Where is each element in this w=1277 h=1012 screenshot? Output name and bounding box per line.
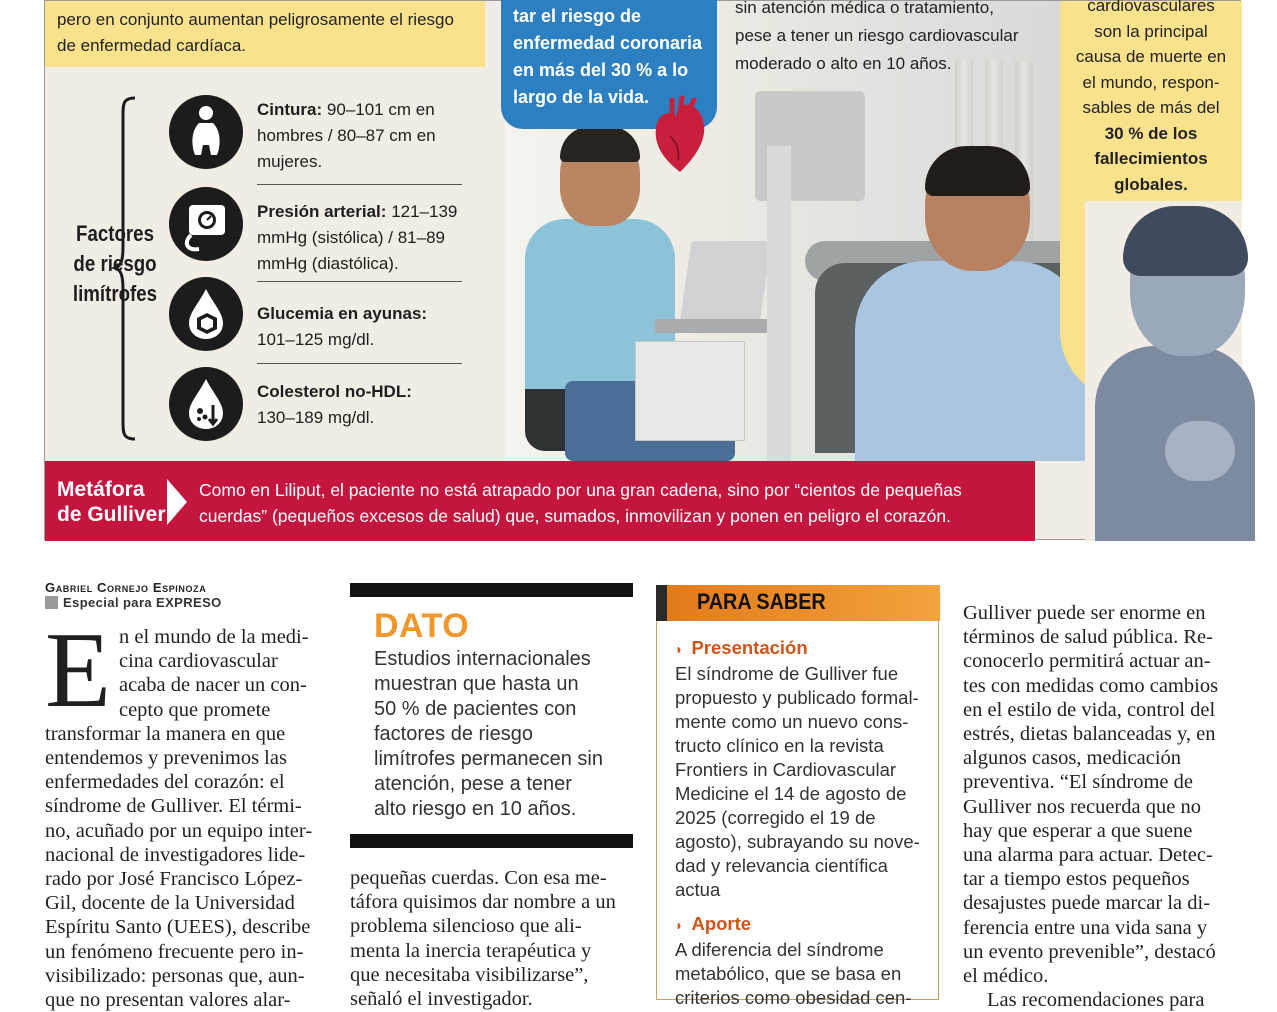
- byline-section: [45, 595, 222, 610]
- heading-text: Presentación: [691, 637, 808, 658]
- text-line: señaló el investigador.: [350, 988, 533, 1011]
- text-line: términos de salud pública. Re-: [963, 626, 1213, 649]
- dato-box: [350, 583, 633, 848]
- text-line: entendemos y prevenimos las: [45, 747, 287, 770]
- article-column-3: [963, 601, 1243, 1012]
- dato-line: Estudios internacionales: [374, 648, 591, 670]
- metaphor-label-line: Metáfora: [57, 478, 145, 501]
- intro-text: [57, 7, 477, 59]
- bullet-arrow-icon: ◗: [675, 641, 684, 657]
- text-line: Las recomendaciones para: [987, 989, 1205, 1012]
- text-line: dad y relevancia científica: [675, 855, 888, 876]
- text-line: acaba de nacer un con-: [118, 674, 307, 697]
- dato-bottom-rule: [350, 834, 633, 848]
- fact-line: el mundo, respon-: [1082, 72, 1220, 92]
- text-line: conocerlo permitirá actuar an-: [963, 650, 1211, 673]
- text-line: nacional de investigadores lide-: [45, 843, 306, 866]
- text-line: El síndrome de Gulliver fue: [675, 663, 899, 684]
- text-line: rado por José Francisco López-: [45, 868, 303, 891]
- para-saber-title: PARA SABER: [697, 589, 826, 614]
- top-text-line: moderado o alto en 10 años.: [735, 54, 952, 73]
- divider: [257, 281, 462, 282]
- risk-value: 90–101 cm en: [326, 100, 435, 119]
- article-column-1: [45, 611, 326, 1012]
- section-heading-aporte: [675, 913, 751, 935]
- top-text-line: pese a tener un riesgo cardiovascular: [735, 26, 1019, 45]
- risk-title-line: limítrofes: [72, 281, 158, 306]
- glucose-drop-icon: [169, 277, 243, 351]
- callout-line: en más del 30 % a lo: [513, 60, 689, 80]
- fact-bold-line: globales.: [1114, 174, 1188, 194]
- text-line: cepto que promete: [118, 698, 271, 721]
- risk-title-line: Factores: [76, 221, 154, 246]
- text-line: Frontiers in Cardiovascular: [675, 759, 897, 780]
- text-line: Gulliver puede ser enorme en: [963, 602, 1206, 624]
- square-icon: [45, 596, 58, 609]
- chevron-right-icon: [165, 477, 189, 527]
- text-line: Gil, docente de la Universidad: [45, 892, 295, 915]
- metaphor-label: [57, 477, 167, 527]
- dato-line: muestran que hasta un: [374, 673, 579, 695]
- laptop-cart: [635, 341, 745, 441]
- text-line: visibilizado: personas que, aun-: [45, 964, 305, 987]
- text-line: tructo clínico en la revista: [675, 735, 884, 756]
- fact-line: sables de más del: [1082, 98, 1220, 117]
- fact-line: son la principal: [1094, 21, 1208, 41]
- dato-line: atención, pese a tener: [374, 773, 572, 795]
- fact-line: cardiovasculares: [1087, 0, 1215, 15]
- heading-text: Aporte: [691, 913, 752, 934]
- bullet-arrow-icon: ◗: [675, 917, 684, 933]
- text-line: táfora quisimos dar nombre a un: [350, 891, 616, 914]
- dato-top-rule: [350, 583, 633, 597]
- text-line: enfermedades del corazón: el: [45, 771, 285, 794]
- risk-value: mujeres.: [257, 152, 323, 171]
- text-line: tar a tiempo estos pequeños: [963, 868, 1190, 891]
- text-line: no, acuñado por un equipo inter-: [45, 819, 313, 842]
- risk-title-line: de riesgo: [73, 251, 157, 276]
- text-line: una alarma para actuar. Detec-: [963, 844, 1213, 867]
- text-line: Medicine el 14 de agosto de: [675, 783, 907, 804]
- metaphor-label-line: de Gulliver: [57, 503, 166, 526]
- text-line: cina cardiovascular: [118, 650, 278, 673]
- text-line: ferencia entre una vida sana y: [963, 916, 1208, 939]
- text-line: estrés, dietas balanceadas y, en: [963, 723, 1216, 746]
- text-line: que necesitaba visibilizarse”,: [350, 963, 589, 986]
- metaphor-line: cuerdas” (pequeños excesos de salud) que, sumados, inmovilizan y ponen en peligro el corazón.: [199, 506, 951, 526]
- text-line: actua: [675, 879, 721, 900]
- cart-pole: [767, 146, 791, 461]
- risk-label: Presión arterial:: [257, 202, 387, 221]
- risk-value: 121–139: [391, 202, 458, 221]
- risk-factor-cholesterol: [257, 379, 467, 431]
- risk-value: 130–189 mg/dl.: [257, 408, 375, 427]
- callout-line: tar el riesgo de: [513, 6, 642, 26]
- text-line: problema silencioso que ali-: [350, 915, 582, 938]
- risk-value: 101–125 mg/dl.: [257, 330, 375, 349]
- text-line: Espíritu Santo (UEES), describe: [45, 916, 311, 939]
- intro-line: de enfermedad cardíaca.: [57, 36, 247, 55]
- text-line: metabólico, que se basa en: [675, 963, 902, 984]
- text-line: criterios como obesidad cen-: [675, 987, 912, 1008]
- callout-text: [513, 3, 713, 111]
- drop-cap: E: [45, 611, 111, 730]
- text-line: A diferencia del síndrome: [675, 939, 884, 960]
- risk-factor-blood-pressure: [257, 199, 467, 277]
- text-line: hay que esperar a que suene: [963, 819, 1193, 842]
- top-text-line: sin atención médica o tratamiento,: [735, 0, 994, 17]
- heart-icon: [650, 96, 710, 176]
- woman-hand-on-chest: [1165, 421, 1235, 481]
- risk-factors-title: [64, 219, 166, 309]
- text-line: el médico.: [963, 965, 1049, 988]
- text-line: un evento prevenible”, destacó: [963, 940, 1216, 963]
- laptop-base: [655, 319, 785, 333]
- divider: [257, 184, 462, 185]
- patient-figure: [855, 261, 1085, 461]
- text-line: preventiva. “El síndrome de: [963, 771, 1193, 794]
- unattended-risk-text: [735, 0, 1055, 78]
- text-line: en el estilo de vida, control del: [963, 698, 1216, 721]
- risk-value: hombres / 80–87 cm en: [257, 126, 436, 145]
- section-label: Especial para EXPRESO: [63, 595, 222, 610]
- callout-line: enfermedad coronaria: [513, 33, 703, 53]
- text-line: transformar la manera en que: [45, 722, 286, 745]
- text-line: pequeñas cuerdas. Con esa me-: [350, 867, 607, 889]
- risk-factor-waist: [257, 97, 467, 175]
- infographic-panel: [44, 0, 1241, 540]
- risk-value: mmHg (diastólica).: [257, 254, 399, 273]
- fact-bold-line: fallecimientos: [1094, 149, 1208, 168]
- risk-value: mmHg (sistólica) / 81–89: [257, 228, 446, 247]
- metaphor-line: Como en Liliput, el paciente no está atrapado por una gran cadena, sino por “cientos de pequeñas: [199, 480, 962, 500]
- text-line: 2025 (corregido el 19 de: [675, 807, 876, 828]
- dato-line: alto riesgo en 10 años.: [374, 798, 577, 820]
- intro-line: pero en conjunto aumentan peligrosamente el riesgo: [57, 10, 454, 29]
- text-line: que no presentan valores alar-: [45, 989, 291, 1012]
- author-name: Gabriel Cornejo Espinoza: [45, 580, 207, 595]
- text-line: propuesto y publicado formal-: [675, 687, 919, 708]
- dato-line: 50 % de pacientes con: [374, 698, 577, 720]
- article-column-2: [350, 866, 632, 1011]
- risk-factor-glucose: [257, 301, 467, 353]
- blood-pressure-icon: [169, 187, 243, 261]
- section-body-aporte: [675, 938, 933, 1010]
- text-line: desajustes puede marcar la di-: [963, 892, 1211, 915]
- dato-line: factores de riesgo: [374, 723, 533, 745]
- cholesterol-drop-icon: [169, 367, 243, 441]
- risk-label: Glucemia en ayunas:: [257, 304, 428, 323]
- dato-body: [374, 647, 630, 822]
- para-saber-box: [656, 585, 939, 1008]
- text-line: n el mundo de la medi-: [118, 626, 309, 648]
- metaphor-text: [199, 477, 1029, 529]
- text-line: agosto), subrayando su nove-: [675, 831, 920, 852]
- text-line: tes con medidas como cambios: [963, 674, 1219, 697]
- waist-icon: [169, 95, 243, 169]
- dato-line: limítrofes permanecen sin: [374, 748, 603, 770]
- risk-label: Colesterol no-HDL:: [257, 382, 412, 401]
- text-line: menta la inercia terapéutica y: [350, 939, 592, 962]
- text-line: Gulliver nos recuerda que no: [963, 795, 1201, 818]
- text-line: síndrome de Gulliver. El térmi-: [45, 795, 302, 818]
- divider: [257, 363, 462, 364]
- fact-line: causa de muerte en: [1075, 47, 1227, 66]
- section-body-presentacion: [675, 662, 933, 902]
- dato-title: DATO: [374, 607, 470, 645]
- mortality-fact-text: [1060, 0, 1242, 197]
- text-line: mente como un nuevo cons-: [675, 711, 909, 732]
- text-line: algunos casos, medicación: [963, 747, 1182, 770]
- text-line: un fenómeno frecuente pero in-: [45, 940, 304, 963]
- laptop: [679, 241, 772, 331]
- risk-label: Cintura:: [257, 100, 323, 119]
- fact-bold-line: 30 % de los: [1104, 123, 1198, 143]
- callout-line: largo de la vida.: [513, 87, 650, 107]
- section-heading-presentacion: [675, 637, 808, 659]
